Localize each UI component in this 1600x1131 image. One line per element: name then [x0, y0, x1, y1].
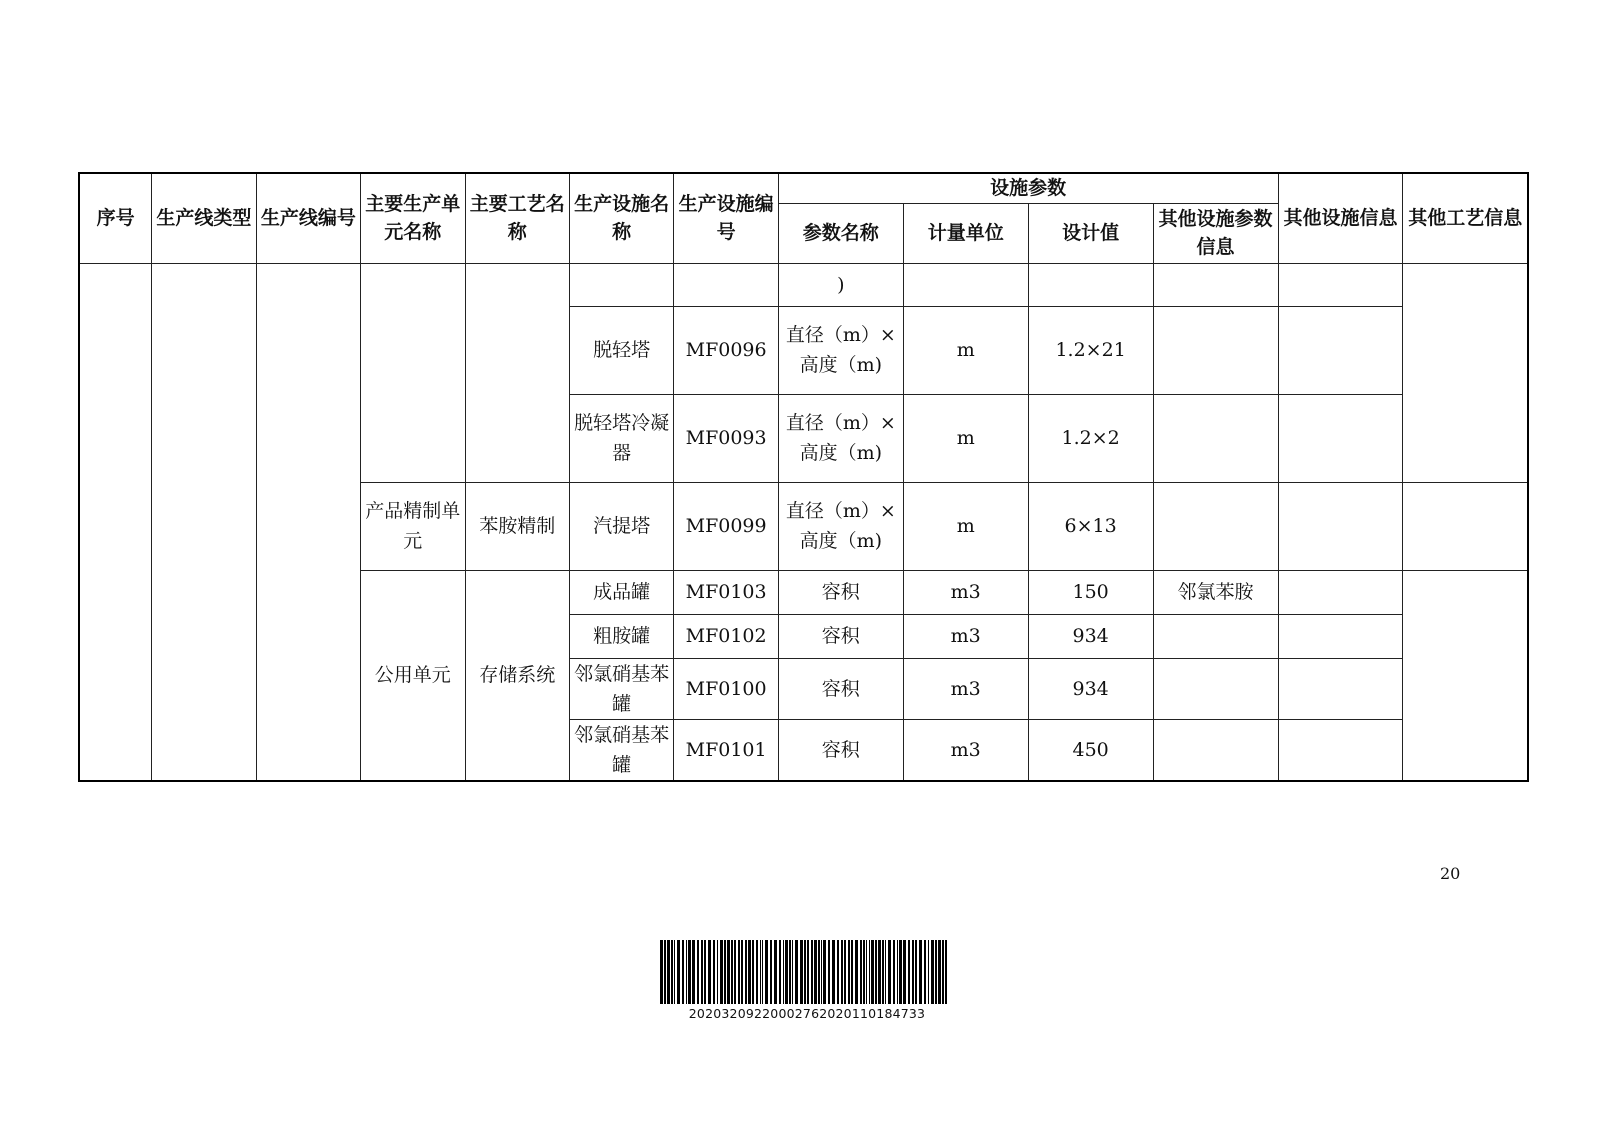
header-other-facility-info: 其他设施信息 [1278, 173, 1403, 263]
unit-cell: m3 [903, 614, 1028, 658]
other-param-info-cell [1153, 263, 1278, 306]
header-unit-name: 主要生产单元名称 [361, 173, 465, 263]
other-param-info-cell [1153, 394, 1278, 482]
process-name-cell: 存储系统 [465, 570, 569, 781]
other-param-info-cell [1153, 719, 1278, 781]
other-param-info-cell [1153, 658, 1278, 719]
unit-cell [903, 263, 1028, 306]
facility-name-cell: 邻氯硝基苯罐 [569, 658, 673, 719]
other-process-info-cell [1403, 482, 1528, 570]
facility-name-cell: 邻氯硝基苯罐 [569, 719, 673, 781]
unit-name-cell: 产品精制单元 [361, 482, 465, 570]
other-param-info-cell [1153, 482, 1278, 570]
process-name-cell: 苯胺精制 [465, 482, 569, 570]
other-param-info-cell [1153, 306, 1278, 394]
other-facility-info-cell [1278, 719, 1403, 781]
header-line-no: 生产线编号 [256, 173, 360, 263]
unit-cell: m [903, 306, 1028, 394]
facility-no-cell: MF0093 [674, 394, 778, 482]
header-param-name: 参数名称 [778, 203, 903, 263]
header-other-process-info: 其他工艺信息 [1403, 173, 1528, 263]
other-facility-info-cell [1278, 394, 1403, 482]
param-name-cell: 直径（m）×高度（m) [778, 306, 903, 394]
facility-no-cell [674, 263, 778, 306]
table-row [79, 263, 1528, 306]
facility-name-cell: 粗胺罐 [569, 614, 673, 658]
header-params-group: 设施参数 [778, 173, 1278, 203]
line-type-cell [152, 263, 256, 781]
header-process-name: 主要工艺名称 [465, 173, 569, 263]
unit-cell: m3 [903, 658, 1028, 719]
other-param-info-cell [1153, 614, 1278, 658]
header-other-param-info: 其他设施参数信息 [1153, 203, 1278, 263]
other-process-info-cell [1403, 570, 1528, 781]
facility-name-cell: 脱轻塔 [569, 306, 673, 394]
process-name-cell [465, 263, 569, 482]
design-value-cell: 934 [1028, 658, 1153, 719]
design-value-cell: 150 [1028, 570, 1153, 614]
facility-no-cell: MF0103 [674, 570, 778, 614]
param-name-cell: 容积 [778, 658, 903, 719]
other-facility-info-cell [1278, 658, 1403, 719]
facility-no-cell: MF0096 [674, 306, 778, 394]
other-process-info-cell [1403, 263, 1528, 482]
line-no-cell [256, 263, 360, 781]
facility-name-cell: 汽提塔 [569, 482, 673, 570]
header-seq: 序号 [79, 173, 152, 263]
other-facility-info-cell [1278, 263, 1403, 306]
facility-no-cell: MF0099 [674, 482, 778, 570]
facility-name-cell [569, 263, 673, 306]
seq-cell [79, 263, 152, 781]
unit-cell: m3 [903, 719, 1028, 781]
facility-parameters-table [78, 172, 1529, 782]
param-name-cell: 容积 [778, 570, 903, 614]
param-name-cell: 直径（m）×高度（m) [778, 394, 903, 482]
other-facility-info-cell [1278, 306, 1403, 394]
header-unit: 计量单位 [903, 203, 1028, 263]
barcode-number: 20203209220002762020110184733 [688, 1006, 926, 1021]
other-facility-info-cell [1278, 614, 1403, 658]
page-number: 20 [1440, 864, 1461, 883]
param-name-cell: 容积 [778, 719, 903, 781]
header-facility-no: 生产设施编号 [674, 173, 778, 263]
header-design-value: 设计值 [1028, 203, 1153, 263]
barcode [660, 940, 948, 1006]
facility-no-cell: MF0100 [674, 658, 778, 719]
unit-cell: m [903, 482, 1028, 570]
unit-name-cell: 公用单元 [361, 570, 465, 781]
other-facility-info-cell [1278, 570, 1403, 614]
header-line-type: 生产线类型 [152, 173, 256, 263]
param-name-cell: ) [778, 263, 903, 306]
unit-cell: m [903, 394, 1028, 482]
unit-name-cell [361, 263, 465, 482]
barcode-bars [660, 940, 948, 1004]
design-value-cell: 934 [1028, 614, 1153, 658]
design-value-cell: 1.2×21 [1028, 306, 1153, 394]
other-param-info-cell: 邻氯苯胺 [1153, 570, 1278, 614]
facility-name-cell: 脱轻塔冷凝器 [569, 394, 673, 482]
facility-no-cell: MF0102 [674, 614, 778, 658]
other-facility-info-cell [1278, 482, 1403, 570]
param-name-cell: 容积 [778, 614, 903, 658]
facility-no-cell: MF0101 [674, 719, 778, 781]
design-value-cell: 450 [1028, 719, 1153, 781]
design-value-cell [1028, 263, 1153, 306]
design-value-cell: 1.2×2 [1028, 394, 1153, 482]
design-value-cell: 6×13 [1028, 482, 1153, 570]
param-name-cell: 直径（m）×高度（m) [778, 482, 903, 570]
facility-name-cell: 成品罐 [569, 570, 673, 614]
header-facility-name: 生产设施名称 [569, 173, 673, 263]
unit-cell: m3 [903, 570, 1028, 614]
